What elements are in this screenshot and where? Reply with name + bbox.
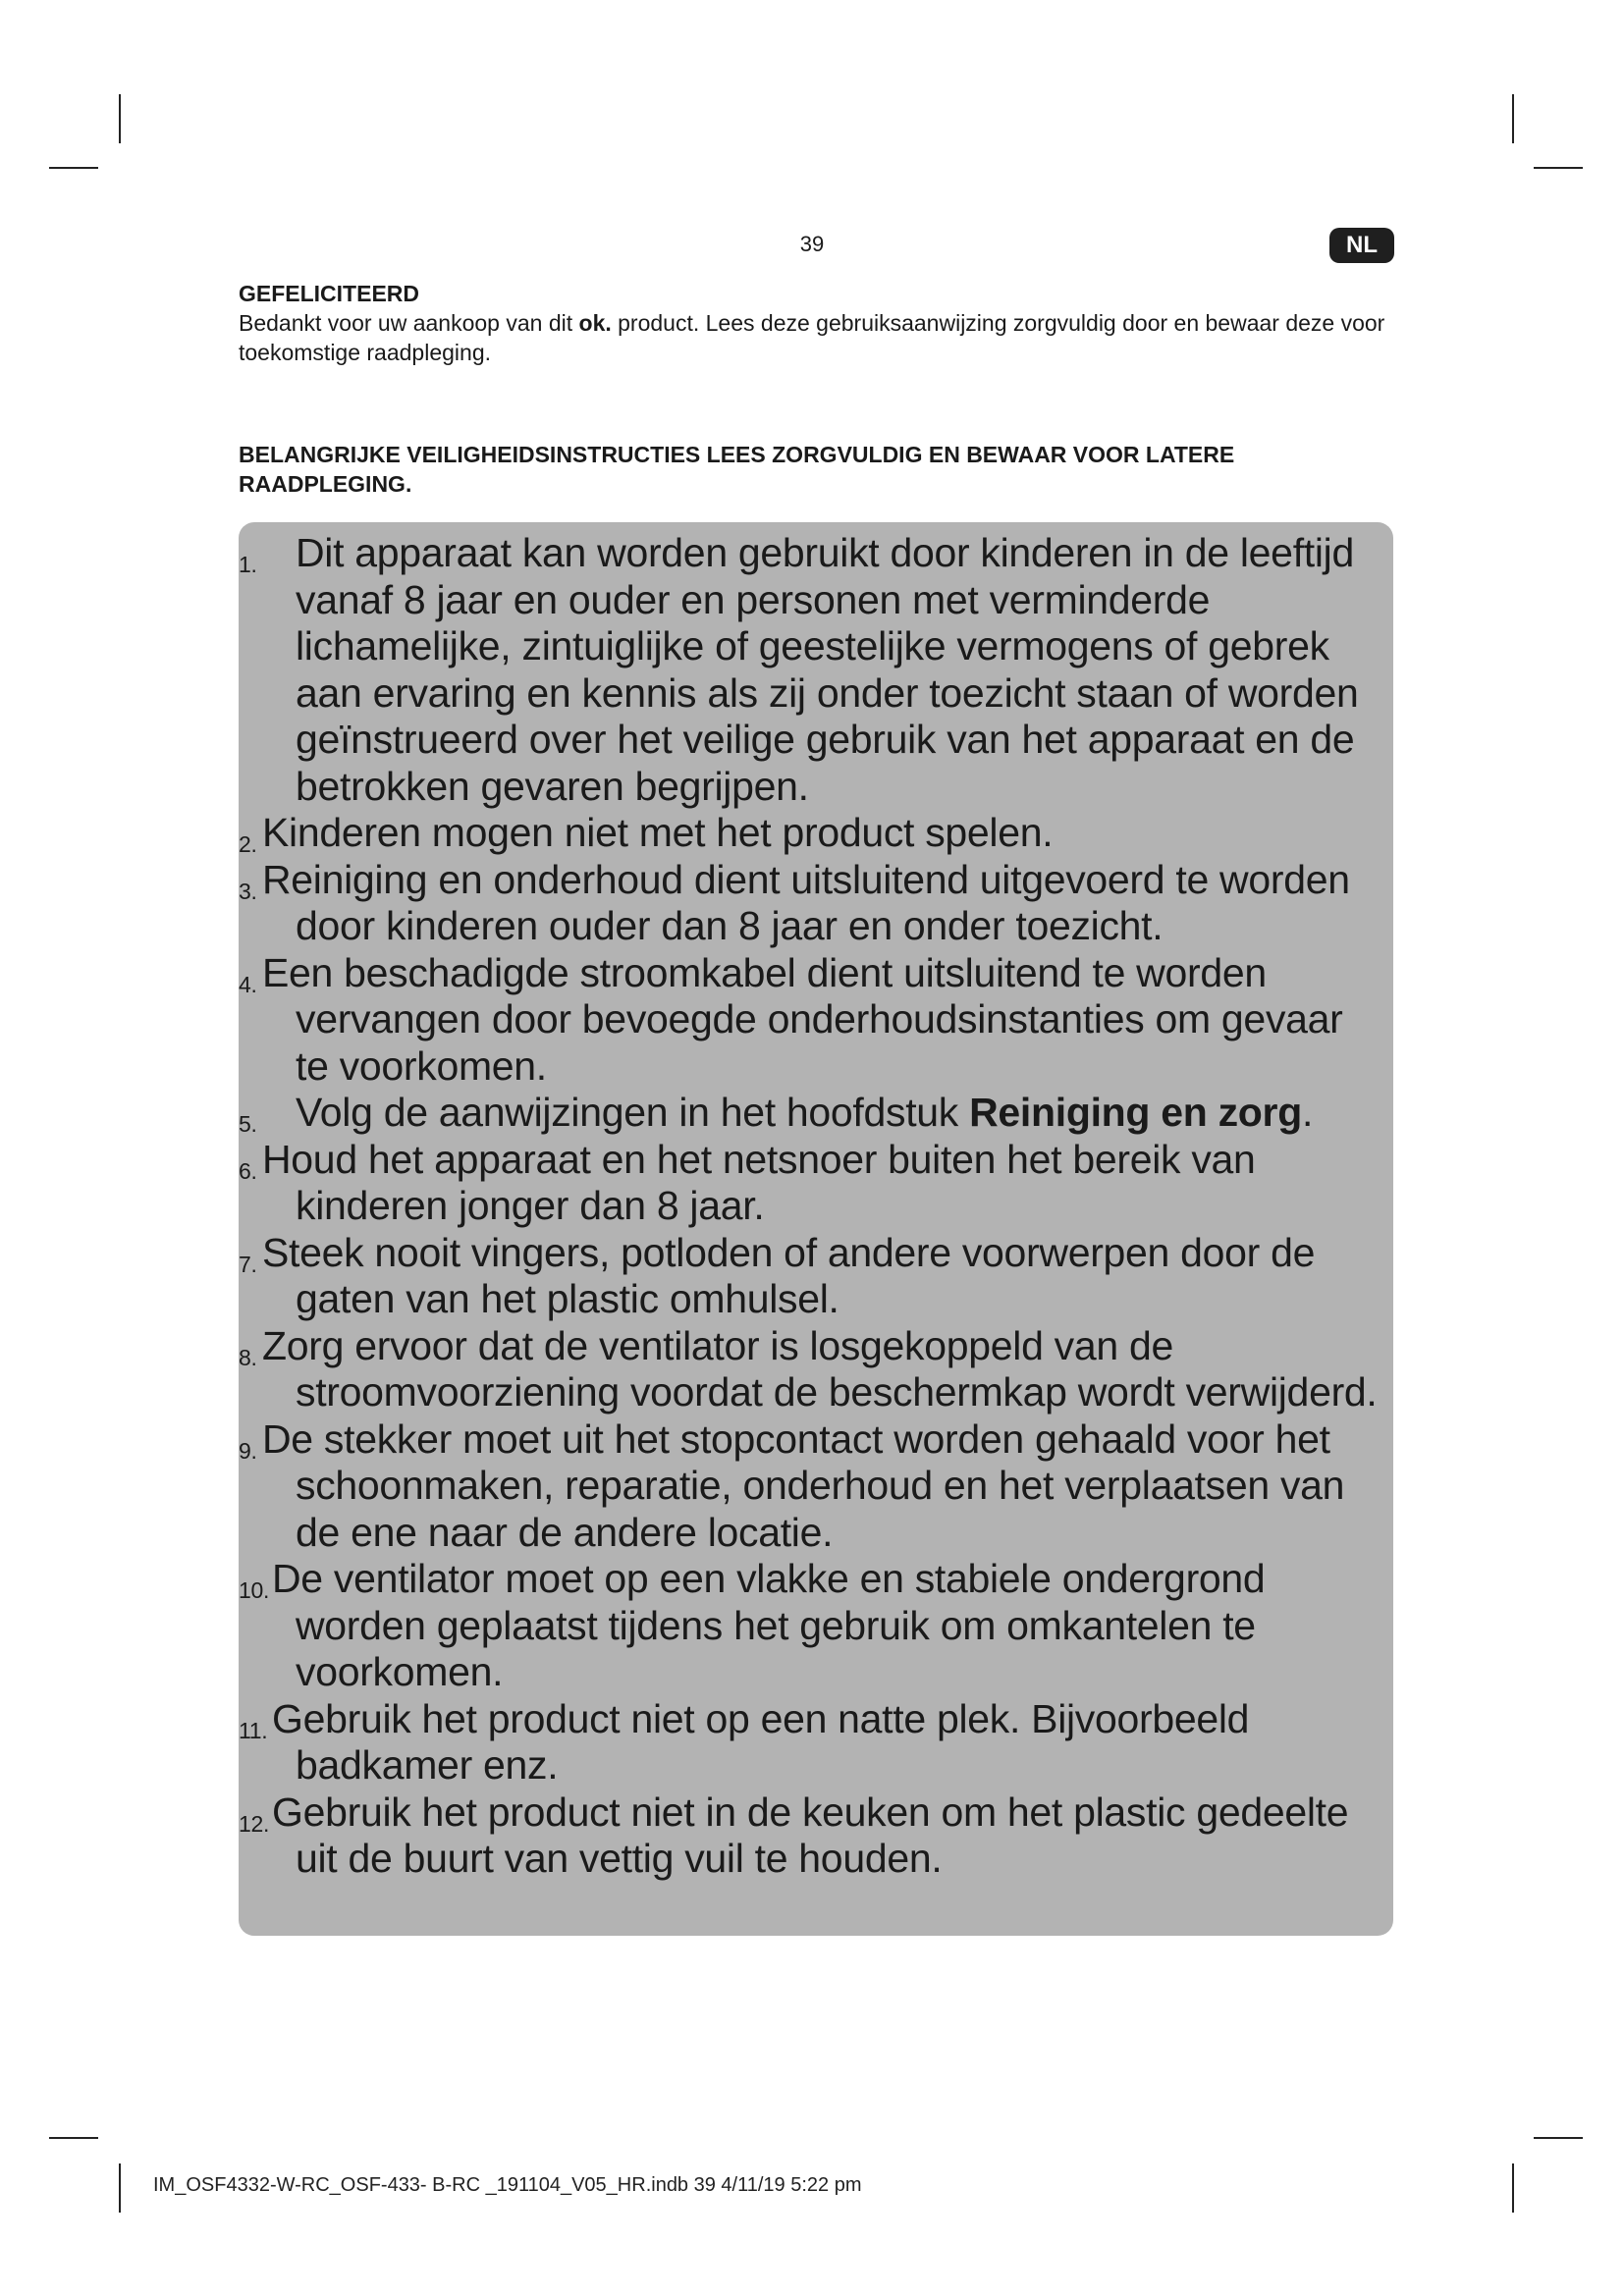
instruction-text: De stekker moet uit het stopcontact worden gehaald voor het schoonmaken, reparatie, onderhoud en het verplaatsen van de ene naar de andere locatie. <box>262 1415 1345 1555</box>
crop-mark <box>1512 94 1514 143</box>
instruction-number: 7. <box>239 1251 257 1277</box>
instruction-text: Dit apparaat kan worden gebruikt door kinderen in de leeftijd vanaf 8 jaar en ouder en personen met verminderde lichamelijke, zintuiglijke of geestelijke vermogens of gebrek aan ervaring en kennis als zij onder toezicht staan of worden geïnstrueerd over het veilige gebruik van het apparaat en de betrokken gevaren begrijpen. <box>296 530 1359 809</box>
instruction-item <box>239 1137 1385 1230</box>
instruction-number: 5. <box>239 1111 257 1137</box>
safety-instructions-box <box>239 522 1393 1936</box>
instruction-number: 1. <box>239 552 257 577</box>
instruction-item <box>239 1090 1385 1137</box>
instruction-number: 9. <box>239 1437 257 1464</box>
crop-mark <box>119 2163 121 2213</box>
instruction-number: 12. <box>239 1810 270 1837</box>
instruction-number: 6. <box>239 1157 257 1184</box>
instruction-item <box>239 1789 1385 1883</box>
chapter-reference: Reiniging en zorg <box>969 1090 1302 1135</box>
language-badge: NL <box>1329 228 1394 263</box>
congrats-heading: GEFELICITEERD <box>239 281 420 306</box>
instruction-item <box>239 857 1385 950</box>
instruction-item <box>239 810 1385 857</box>
instruction-text: Reiniging en onderhoud dient uitsluitend uitgevoerd te worden door kinderen ouder dan 8 jaar en onder toezicht. <box>262 856 1350 948</box>
instruction-item <box>239 1323 1385 1416</box>
instruction-number: 8. <box>239 1344 257 1370</box>
instruction-text: De ventilator moet op een vlakke en stabiele ondergrond worden geplaatst tijdens het gebruik om omkantelen te voorkomen. <box>272 1556 1266 1694</box>
instruction-text: Steek nooit vingers, potloden of andere voorwerpen door de gaten van het plastic omhulsel. <box>262 1229 1316 1321</box>
print-slug: IM_OSF4332-W-RC_OSF-433- B-RC _191104_V05_HR.indb 39 4/11/19 5:22 pm <box>153 2174 862 2196</box>
safety-heading: BELANGRIJKE VEILIGHEIDSINSTRUCTIES LEES ZORGVULDIG EN BEWAAR VOOR LATERE RAADPLEGING. <box>239 442 1235 497</box>
instruction-text: Kinderen mogen niet met het product spelen. <box>262 810 1054 855</box>
crop-mark <box>49 167 98 169</box>
instruction-item <box>239 1556 1385 1696</box>
brand-name: ok. <box>578 310 612 336</box>
crop-mark <box>49 2137 98 2139</box>
instruction-number: 10. <box>239 1577 270 1603</box>
instruction-item <box>239 530 1385 810</box>
instruction-text-end: . <box>1301 1090 1314 1135</box>
instruction-text-start: Volg de aanwijzingen in het hoofdstuk <box>296 1090 970 1135</box>
instruction-text: Een beschadigde stroomkabel dient uitsluitend te worden vervangen door bevoegde onderhoudsinstanties om gevaar te voorkomen. <box>262 949 1343 1089</box>
instruction-item <box>239 950 1385 1091</box>
instruction-item <box>239 1696 1385 1789</box>
instruction-number: 3. <box>239 878 257 904</box>
instruction-text: Houd het apparaat en het netsnoer buiten het bereik van kinderen jonger dan 8 jaar. <box>262 1136 1256 1228</box>
crop-mark <box>1534 167 1583 169</box>
instruction-number: 2. <box>239 831 257 857</box>
instruction-text: Gebruik het product niet in de keuken om het plastic gedeelte uit de buurt van vettig vuil te houden. <box>272 1789 1349 1881</box>
intro-text-end: product. Lees deze gebruiksaanwijzing zorgvuldig door en bewaar deze voor toekomstige raadpleging. <box>239 310 1385 365</box>
instruction-item <box>239 1230 1385 1323</box>
crop-mark <box>119 94 121 143</box>
instruction-text: Gebruik het product niet op een natte plek. Bijvoorbeeld badkamer enz. <box>272 1695 1250 1788</box>
instruction-item <box>239 1416 1385 1557</box>
safety-instructions-list <box>239 530 1385 1883</box>
instruction-number: 4. <box>239 971 257 997</box>
instruction-number: 11. <box>239 1717 268 1743</box>
crop-mark <box>1534 2137 1583 2139</box>
intro-paragraph <box>239 308 1397 367</box>
intro-text-start: Bedankt voor uw aankoop van dit <box>239 310 579 336</box>
page-number: 39 <box>799 232 825 256</box>
crop-mark <box>1512 2163 1514 2213</box>
instruction-text: Zorg ervoor dat de ventilator is losgekoppeld van de stroomvoorziening voordat de beschermkap wordt verwijderd. <box>262 1322 1378 1415</box>
